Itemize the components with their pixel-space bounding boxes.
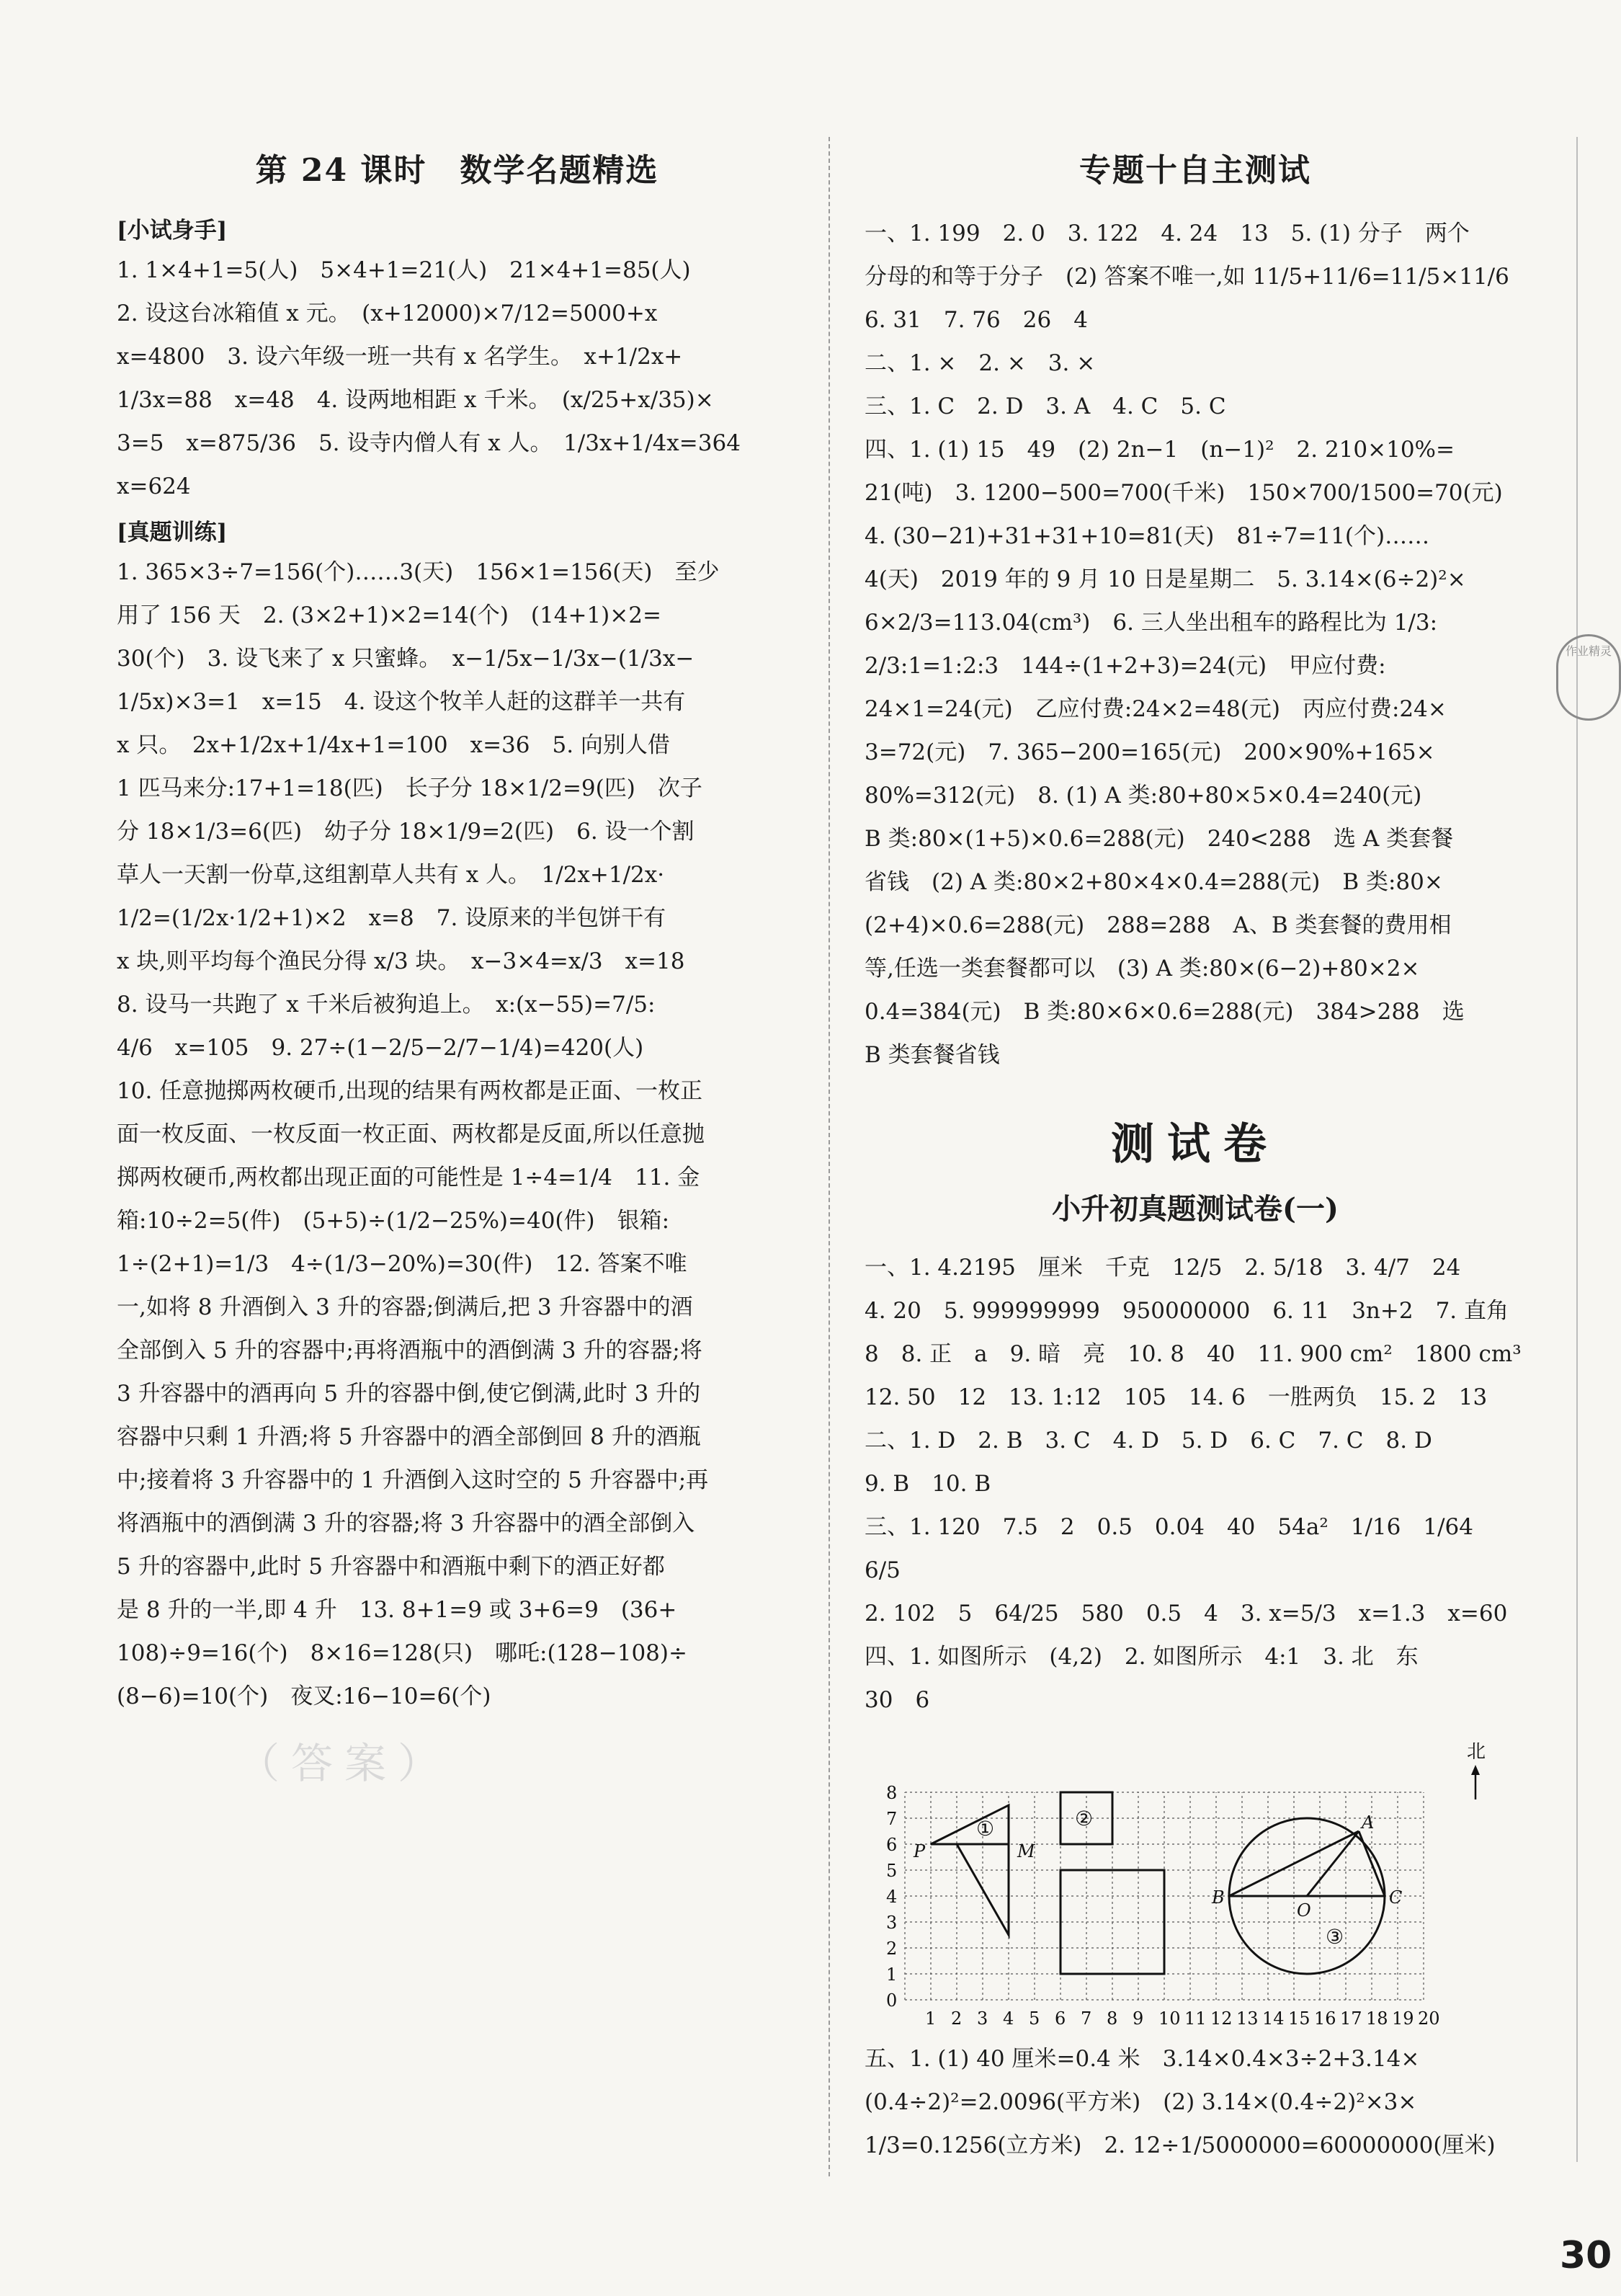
label-point-A: A: [1362, 1812, 1375, 1833]
answer-line: 3=72(元) 7. 365−200=165(元) 200×90%+165×: [865, 739, 1435, 765]
answer-line: x 只。 2x+1/2x+1/4x+1=100 x=36 5. 向别人借: [117, 732, 670, 758]
answer-line: 一,如将 8 升酒倒入 3 升的容器;倒满后,把 3 升容器中的酒: [117, 1294, 693, 1320]
x-tick-label: 8: [1107, 2008, 1118, 2029]
answer-line: 30 6: [865, 1687, 930, 1713]
answer-line: 8 8. 正 a 9. 暗 亮 10. 8 40 11. 900 cm² 1800 cm³: [865, 1341, 1522, 1367]
x-tick-label: 7: [1081, 2008, 1092, 2029]
answer-line: (2+4)×0.6=288(元) 288=288 A、B 类套餐的费用相: [865, 912, 1452, 938]
y-tick-label: 5: [886, 1861, 898, 1881]
north-label: 北: [1467, 1741, 1486, 1763]
answer-line: 4. 20 5. 999999999 950000000 6. 11 3n+2 7. 直角: [865, 1298, 1509, 1324]
answer-line: 是 8 升的一半,即 4 升 13. 8+1=9 或 3+6=9 (36+: [117, 1597, 677, 1623]
answer-line: 80%=312(元) 8. (1) A 类:80+80×5×0.4=240(元): [865, 783, 1422, 809]
answer-line: 一、1. 199 2. 0 3. 122 4. 24 13 5. (1) 分子 两个: [865, 221, 1470, 246]
triangle-1: [931, 1805, 1009, 1844]
test-paper-subtitle: 小升初真题测试卷(一): [1052, 1192, 1339, 1226]
answer-line: 掷两枚硬币,两枚都出现正面的可能性是 1÷4=1/4 11. 金: [117, 1165, 700, 1191]
answer-line: x=4800 3. 设六年级一班一共有 x 名学生。 x+1/2x+: [117, 344, 683, 370]
x-tick-label: 2: [951, 2008, 963, 2029]
answer-line: 箱:10÷2=5(件) (5+5)÷(1/2−25%)=40(件) 银箱:: [117, 1208, 670, 1234]
coordinate-grid-figure: [865, 1727, 1526, 2030]
answer-line: 三、1. C 2. D 3. A 4. C 5. C: [865, 393, 1226, 419]
practice-answers: [117, 249, 798, 508]
answer-line: 2. 102 5 64/25 580 0.5 4 3. x=5/3 x=1.3 x=60: [865, 1601, 1508, 1627]
answer-line: 容器中只剩 1 升酒;将 5 升容器中的酒全部倒回 8 升的酒瓶: [117, 1424, 701, 1450]
answer-line: 三、1. 120 7.5 2 0.5 0.04 40 54a² 1/16 1/64 6/5: [865, 1514, 1496, 1583]
answer-line: 1. 365×3÷7=156(个)……3(天) 156×1=156(天) 至少: [117, 559, 720, 585]
label-shape-1: ①: [976, 1817, 995, 1841]
x-tick-label: 16: [1314, 2008, 1336, 2029]
topic-test-answers: [865, 212, 1526, 1077]
x-tick-label: 3: [977, 2008, 988, 2029]
x-tick-label: 5: [1029, 2008, 1040, 2029]
answer-line: 24×1=24(元) 乙应付费:24×2=48(元) 丙应付费:24×: [865, 696, 1447, 722]
answer-line: 分母的和等于分子 (2) 答案不唯一,如 11/5+11/6=11/5×11/6: [865, 264, 1509, 290]
label-point-C: C: [1389, 1887, 1403, 1908]
answer-line: 1/2=(1/2x·1/2+1)×2 x=8 7. 设原来的半包饼干有: [117, 905, 666, 931]
answer-line: 将酒瓶中的酒倒满 3 升的容器;将 3 升容器中的酒全部倒入: [117, 1510, 695, 1536]
y-tick-label: 7: [886, 1809, 898, 1829]
test-paper-answers: [865, 1246, 1526, 1722]
x-tick-label: 6: [1055, 2008, 1066, 2029]
x-tick-label: 9: [1133, 2008, 1144, 2029]
y-tick-label: 6: [886, 1835, 898, 1855]
answer-line: 12. 50 12 13. 1:12 105 14. 6 一胜两负 15. 2 13: [865, 1384, 1488, 1410]
answer-line: 1÷(2+1)=1/3 4÷(1/3−20%)=30(件) 12. 答案不唯: [117, 1251, 687, 1277]
answer-line: 5 升的容器中,此时 5 升容器中和酒瓶中剩下的酒正好都: [117, 1554, 665, 1580]
answer-line: 二、1. × 2. × 3. ×: [865, 350, 1096, 376]
answer-line: 用了 156 天 2. (3×2+1)×2=14(个) (14+1)×2=: [117, 602, 661, 628]
y-tick-label: 3: [886, 1913, 898, 1933]
radius-OA: [1307, 1831, 1359, 1896]
answer-line: 中;接着将 3 升容器中的 1 升酒倒入这时空的 5 升容器中;再: [117, 1467, 709, 1493]
answer-line: 二、1. D 2. B 3. C 4. D 5. D 6. C 7. C 8. D: [865, 1428, 1432, 1454]
label-shape-3: ③: [1326, 1925, 1344, 1949]
label-point-M: M: [1017, 1841, 1035, 1861]
answer-line: 五、1. (1) 40 厘米=0.4 米 3.14×0.4×3÷2+3.14×: [865, 2046, 1420, 2072]
column-divider: [829, 137, 830, 2176]
watermark: （答案）: [238, 1739, 452, 1788]
x-tick-label: 11: [1184, 2008, 1207, 2029]
x-tick-label: 12: [1210, 2008, 1233, 2029]
x-tick-label: 1: [925, 2008, 937, 2029]
right-column: [865, 130, 1526, 2167]
answer-line: B 类套餐省钱: [865, 1042, 1000, 1068]
chord-AC: [1359, 1831, 1385, 1896]
page-edge-line: [1576, 137, 1578, 2162]
answer-line: x 块,则平均每个渔民分得 x/3 块。 x−3×4=x/3 x=18: [117, 948, 685, 974]
answer-line: 3 升容器中的酒再向 5 升的容器中倒,使它倒满,此时 3 升的: [117, 1381, 701, 1407]
answer-line: 21(吨) 3. 1200−500=700(千米) 150×700/1500=70(元): [865, 480, 1503, 506]
answer-line: B 类:80×(1+5)×0.6=288(元) 240<288 选 A 类套餐: [865, 826, 1454, 852]
answer-line: 四、1. (1) 15 49 (2) 2n−1 (n−1)² 2. 210×10%=: [865, 437, 1455, 463]
answer-line: 10. 任意抛掷两枚硬币,出现的结果有两枚都是正面、一枚正: [117, 1078, 703, 1104]
chord-BA: [1229, 1831, 1359, 1896]
answer-line: 1/3=0.1256(立方米) 2. 12÷1/5000000=60000000(厘米): [865, 2132, 1496, 2158]
north-arrowhead-icon: [1471, 1765, 1480, 1775]
x-tick-label: 19: [1392, 2008, 1414, 2029]
answer-line: 等,任选一类套餐都可以 (3) A 类:80×(6−2)+80×2×: [865, 956, 1420, 982]
answer-line: 8. 设马一共跑了 x 千米后被狗追上。 x:(x−55)=7/5:: [117, 992, 656, 1018]
right-topic-title: 专题十自主测试: [1079, 152, 1311, 189]
answer-line: 1/3x=88 x=48 4. 设两地相距 x 千米。 (x/25+x/35)×: [117, 387, 714, 413]
y-tick-label: 2: [886, 1939, 898, 1959]
label-point-O: O: [1297, 1900, 1311, 1921]
x-tick-label: 15: [1288, 2008, 1310, 2029]
left-column: [117, 130, 798, 1718]
answer-line: 9. B 10. B: [865, 1471, 991, 1497]
grid-svg: [865, 1727, 1526, 2030]
y-tick-label: 1: [886, 1964, 898, 1985]
x-tick-labels: [925, 2008, 1440, 2029]
x-tick-label: 18: [1366, 2008, 1388, 2029]
y-tick-label: 8: [886, 1783, 898, 1803]
answer-line: 4. (30−21)+31+31+10=81(天) 81÷7=11(个)……: [865, 523, 1430, 549]
x-tick-label: 14: [1262, 2008, 1285, 2029]
answer-line: 30(个) 3. 设飞来了 x 只蜜蜂。 x−1/5x−1/3x−(1/3x−: [117, 646, 695, 672]
label-shape-2: ②: [1075, 1807, 1094, 1830]
y-tick-label: 0: [886, 1990, 898, 2011]
label-point-P: P: [914, 1841, 926, 1861]
answer-line: 面一枚反面、一枚反面一枚正面、两枚都是反面,所以任意抛: [117, 1121, 705, 1147]
real-exam-answers: [117, 551, 798, 1718]
answer-line: 108)÷9=16(个) 8×16=128(只) 哪吒:(128−108)÷: [117, 1640, 687, 1666]
x-tick-label: 4: [1003, 2008, 1014, 2029]
answer-line: 全部倒入 5 升的容器中;再将酒瓶中的酒倒满 3 升的容器;将: [117, 1338, 702, 1363]
answer-line: (8−6)=10(个) 夜叉:16−10=6(个): [117, 1683, 491, 1709]
left-lesson-title: 第 24 课时 数学名题精选: [255, 152, 659, 189]
y-tick-labels: [886, 1783, 897, 2011]
answer-line: 一、1. 4.2195 厘米 千克 12/5 2. 5/18 3. 4/7 24: [865, 1255, 1461, 1281]
answer-line: 3=5 x=875/36 5. 设寺内僧人有 x 人。 1/3x+1/4x=364: [117, 430, 741, 456]
y-tick-label: 4: [886, 1887, 898, 1907]
answer-line: 四、1. 如图所示 (4,2) 2. 如图所示 4:1 3. 北 东: [865, 1644, 1419, 1670]
side-stamp: 作业精灵: [1556, 634, 1621, 721]
test-paper-answers-continued: [865, 2037, 1526, 2167]
answer-line: 4(天) 2019 年的 9 月 10 日是星期二 5. 3.14×(6÷2)²×: [865, 566, 1466, 592]
x-tick-label: 17: [1340, 2008, 1362, 2029]
test-paper-heading: 测试卷: [1111, 1119, 1280, 1170]
x-tick-label: 10: [1158, 2008, 1181, 2029]
answer-line: (0.4÷2)²=2.0096(平方米) (2) 3.14×(0.4÷2)²×3×: [865, 2089, 1417, 2115]
x-tick-label: 20: [1418, 2008, 1440, 2029]
answer-line: 1 匹马来分:17+1=18(匹) 长子分 18×1/2=9(匹) 次子: [117, 775, 702, 801]
answer-line: 1. 1×4+1=5(人) 5×4+1=21(人) 21×4+1=85(人): [117, 257, 691, 283]
answer-line: 0.4=384(元) B 类:80×6×0.6=288(元) 384>288 选: [865, 999, 1465, 1025]
answer-line: 6. 31 7. 76 26 4: [865, 307, 1088, 333]
x-tick-label: 13: [1236, 2008, 1259, 2029]
answer-line: 6×2/3=113.04(cm³) 6. 三人坐出租车的路程比为 1/3:: [865, 610, 1438, 636]
answer-line: 2. 设这台冰箱值 x 元。 (x+12000)×7/12=5000+x: [117, 301, 658, 326]
answer-line: 4/6 x=105 9. 27÷(1−2/5−2/7−1/4)=420(人): [117, 1035, 644, 1061]
answer-line: 2/3:1=1:2:3 144÷(1+2+3)=24(元) 甲应付费:: [865, 653, 1386, 679]
answer-line: 1/5x)×3=1 x=15 4. 设这个牧羊人赶的这群羊一共有: [117, 689, 686, 715]
answer-line: 草人一天割一份草,这组割草人共有 x 人。 1/2x+1/2x·: [117, 862, 665, 888]
answer-line: x=624: [117, 473, 191, 499]
section-label-real-exam: [真题训练]: [117, 520, 228, 546]
label-point-B: B: [1212, 1887, 1225, 1908]
section-label-practice: [小试身手]: [117, 218, 228, 244]
page-number: 30: [1560, 2234, 1612, 2277]
answer-line: 分 18×1/3=6(匹) 幼子分 18×1/9=2(匹) 6. 设一个割: [117, 819, 695, 845]
answer-line: 省钱 (2) A 类:80×2+80×4×0.4=288(元) B 类:80×: [865, 869, 1443, 895]
